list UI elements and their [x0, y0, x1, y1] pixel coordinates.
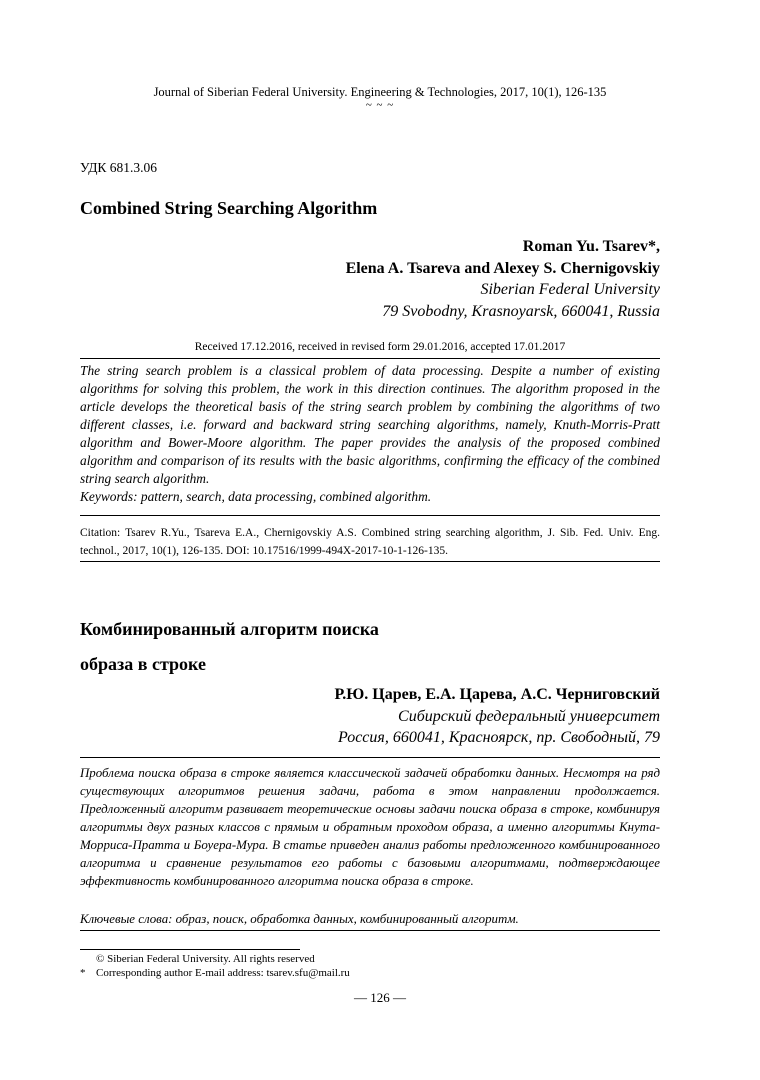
footnote-star: *: [80, 967, 86, 979]
keywords-en: Keywords: pattern, search, data processing, combined algorithm.: [80, 489, 432, 504]
abstract-top-rule: [80, 358, 660, 359]
keywords-ru: Ключевые слова: образ, поиск, обработка данных, комбинированный алгоритм.: [80, 912, 519, 926]
citation-top-rule: [80, 515, 660, 516]
authors-line-1: Roman Yu. Tsarev*,: [522, 238, 660, 255]
article-title-ru: [80, 612, 480, 682]
citation-bottom-rule: [80, 561, 660, 562]
header-ornament: ~ ~ ~: [365, 99, 395, 111]
title-ru-line-2: образа в строке: [80, 654, 206, 674]
authors-ru: Р.Ю. Царев, Е.А. Царева, А.С. Черниговский: [334, 686, 660, 703]
affiliation-en: Siberian Federal University: [480, 281, 660, 298]
abstract-ru-top-rule: [80, 757, 660, 758]
author-block-en: [346, 236, 660, 322]
article-title-en: Combined String Searching Algorithm: [80, 198, 378, 218]
address-ru: Россия, 660041, Красноярск, пр. Свободный, 79: [338, 729, 660, 746]
corresponding-author: Corresponding author E-mail address: tsarev.sfu@mail.ru: [96, 967, 350, 979]
journal-header: Journal of Siberian Federal University. Engineering & Technologies, 2017, 10(1), 126-135: [153, 85, 607, 99]
udk-code: УДК 681.3.06: [80, 160, 158, 175]
title-ru-line-1: Комбинированный алгоритм поиска: [80, 619, 379, 639]
abstract-ru: Проблема поиска образа в строке является классической задачей обработки данных. Несмотря на ряд существующих алгоритмов решения задачи, работа в этом направлении продолжается. Предложенный алгоритм развивает теоретические основы задачи поиска образа в строке, комбинируя алгоритмы двух разных классов с прямым и обратным проходом образа, а именно алгоритмы Кнута-Морриса-Пратта и Боуера-Мура. В статье приведен анализ работы предложенного комбинированного алгоритма и сравнение результатов его работы с базовыми алгоритмами, подтверждающее эффективность комбинированного алгоритма поиска образа в строке.: [80, 766, 660, 888]
citation: Citation: Tsarev R.Yu., Tsareva E.A., Chernigovskiy A.S. Combined string searching algorithm, J. Sib. Fed. Univ. Eng. technol., 2017, 10(1), 126-135. DOI: 10.17516/1999-494X-2017-10-1-126-135.: [80, 527, 660, 557]
received-dates: Received 17.12.2016, received in revised form 29.01.2016, accepted 17.01.2017: [194, 341, 566, 353]
affiliation-ru: Сибирский федеральный университет: [398, 707, 660, 725]
copyright-notice: © Siberian Federal University. All rights reserved: [96, 953, 315, 965]
footnote-rule: [80, 949, 300, 950]
abstract-en: The string search problem is a classical problem of data processing. Despite a number of existing algorithms for solving this problem, the work in this direction continues. The algorithm proposed in the article develops the theoretical basis of the string search problem by combining the algorithms of two different classes, i.e. forward and backward string searching algorithms, namely, Knuth-Morris-Pratt algorithm and Bower-Moore algorithm. The paper provides the analysis of the proposed combined algorithm and comparison of its results with the basic algorithms, confirming the efficacy of the combined string search algorithm.: [80, 363, 660, 486]
authors-line-2: Elena A. Tsareva and Alexey S. Chernigovskiy: [345, 259, 660, 277]
abstract-ru-bottom-rule: [80, 930, 660, 931]
author-block-ru: [334, 684, 660, 749]
address-en: 79 Svobodny, Krasnoyarsk, 660041, Russia: [382, 302, 660, 320]
page-number: — 126 —: [354, 990, 406, 1005]
